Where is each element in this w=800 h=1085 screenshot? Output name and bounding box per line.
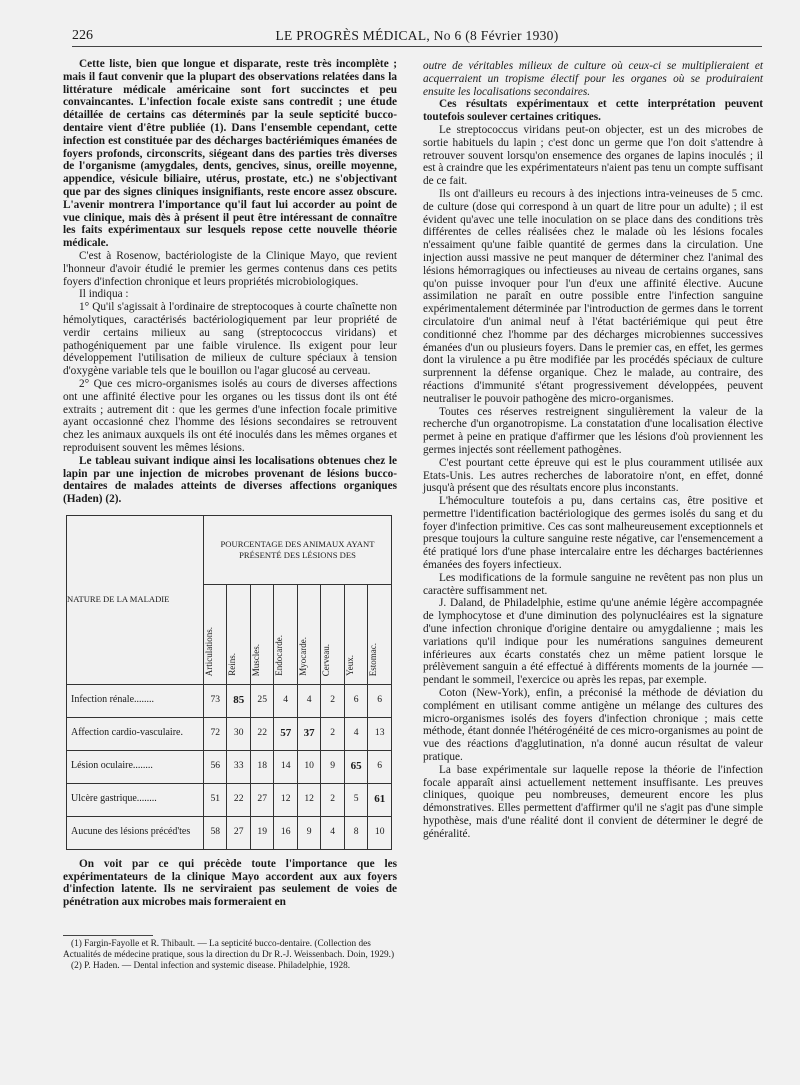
table-header-row [67,515,392,584]
value-cell: 58 [204,816,227,849]
paragraph: Ils ont d'ailleurs eu recours à des injections intra-veineuses de 5 cmc. de culture (dose qui correspond à un quart de litre pour un adulte) ; il est évident qu'avec une telle inoculation on se place dans des conditions très différentes de celles réalisées chez le malade où les lésions focales n'essaiment qu'une faible quantité de germes dans la circulation. Une injection aussi massive ne peut manquer de déterminer chez l'animal des lésions hémorragiques ou infectieuses au niveau de certains organes, sans qu'on puisse invoquer pour l'un d'eux une affinité élective. Aucune assimilation ne paraît en outre possible entre l'infection sanguine expérimentalement déterminée par l'introduction de germes dans le torrent circulatoire d'un animal neuf à l'état bactériémique qui peut être conditionné chez l'homme par des décharges microbiennes successives émanées d'un ou plusieurs foyers. Dans le premier cas, en effet, les germes dont la virulence a pu être modifiée par les procédés spéciaux de culture surprennent la défense organique. Chez le malade, au contraire, des réactions d'immunité s'étant progressivement développées, peuvent neutraliser le pouvoir pathogène des micro-organismes. [423,187,763,405]
running-header [72,28,762,47]
column-header-label: Myocarde. [297,637,308,676]
column-header-label: Estomac. [368,642,379,676]
value-cell: 65 [344,750,367,783]
value-cell: 18 [250,750,273,783]
value-cell: 4 [297,684,320,717]
value-cell: 27 [227,816,250,849]
value-cell: 6 [368,750,392,783]
paragraph: Ces résultats expérimentaux et cette interprétation peuvent toutefois soulever certaines critiques. [423,98,763,124]
disease-cell: Aucune des lésions précéd'tes [67,816,204,849]
disease-cell: Affection cardio-vasculaire. [67,717,204,750]
paragraph: Coton (New-York), enfin, a préconisé la méthode de déviation du complément en utilisant comme antigène un mélange des cultures des micro-organismes isolés des foyers d'infection chronique ; mais cette méthode, étant donnée l'hétérogénéité de ces micro-organismes au point de vue des réactions d'agglutination, n'a donné aucun résultat de valeur pratique. [423,687,763,764]
paragraph: Le streptococcus viridans peut-on objecter, est un des microbes de sortie habituels du lapin ; c'est donc un germe que l'on doit s'attendre à retrouver souvent lorsqu'on ensemence des organes de lapins inoculés ; il est à craindre que les expérimentateurs n'aient pas tenu un compte suffisant de ce fait. [423,123,763,188]
disease-cell: Infection rénale........ [67,684,204,717]
value-cell: 2 [321,783,344,816]
column-header-label: Cerveau. [321,643,332,676]
value-cell: 51 [204,783,227,816]
value-cell: 6 [344,684,367,717]
column-header-label: Articulations. [204,626,214,676]
value-cell: 5 [344,783,367,816]
value-cell: 4 [321,816,344,849]
paragraph: 1° Qu'il s'agissait à l'ordinaire de streptocoques à courte chaînette non hémolytiques, caractérisés bactériologiquement par leur propriété de verdir certains milieux au sang (streptococcus viridans) et pathogéniquement par une faible virulence. Ils exigent pour leur développement l'utilisation de milieux de culture spéciaux à tension d'oxygène variable tels que le bouillon ou l'agar glucosé au cerveau. [63,301,397,378]
value-cell: 9 [321,750,344,783]
value-cell: 4 [274,684,297,717]
table-row [67,750,392,783]
column-header [297,584,320,684]
lesions-table [66,515,392,850]
column-header [344,584,367,684]
value-cell: 22 [250,717,273,750]
value-cell: 2 [321,684,344,717]
paragraph: C'est à Rosenow, bactériologiste de la Clinique Mayo, que revient l'honneur d'avoir étudié le premier les germes contenus dans ces petits foyers d'infection chronique et leurs propriétés microbiologiques. [63,249,397,288]
value-cell: 22 [227,783,250,816]
paragraph: Le tableau suivant indique ainsi les localisations obtenues chez le lapin par une injection de microbes provenant de lésions bucco-dentaires de malades atteints de diverses affections organiques (Haden) (2). [63,454,397,506]
value-cell: 33 [227,750,250,783]
value-cell: 30 [227,717,250,750]
value-cell: 61 [368,783,392,816]
table-row [67,717,392,750]
paragraph: La base expérimentale sur laquelle repose la théorie de l'infection focale apparaît ainsi actuellement nettement insuffisante. Les preuves cliniques, quoique peu nombreuses, demeurent encore les plus démonstratives. Elles permettent d'affirmer qu'il ne s'agit pas d'une simple hypothèse, mais d'une réalité dont il convient de déterminer le degré de généralité. [423,763,763,840]
column-header [321,584,344,684]
paragraph: outre de véritables milieux de culture où ceux-ci se multiplieraient et acquerraient un tropisme électif pour les organes où se produiraient ensuite les localisations secondaires. [423,60,763,98]
table-row [67,783,392,816]
value-cell: 57 [274,717,297,750]
paragraph: C'est pourtant cette épreuve qui est le plus couramment utilisée aux Etats-Unis. Les autres recherches de laboratoire n'ont, en effet, donné jusqu'à présent que des résultats encore plus inconstants. [423,456,763,495]
value-cell: 9 [297,816,320,849]
value-cell: 12 [274,783,297,816]
paragraph: Toutes ces réserves restreignent singulièrement la valeur de la recherche d'un organotropisme. La constatation d'une localisation élective permet à peine en pratique d'affirmer que les lésions d'où proviennent les germes injectés sont réellement pathogènes. [423,405,763,456]
footnote-divider [63,935,153,936]
value-cell: 37 [297,717,320,750]
value-cell: 85 [227,684,250,717]
right-column [423,60,763,841]
column-header-label: Yeux. [344,655,355,676]
value-cell: 6 [368,684,392,717]
paragraph: 2° Que ces micro-organismes isolés au cours de diverses affections ont une affinité élective pour les organes ou les tissus dont ils ont été extraits ; autrement dit : que les germes d'une infection focale primitive ayant occasionné chez l'homme des lésions secondaires se retrouvent chez les animaux auxquels ils ont été inoculés dans les mêmes organes et reproduisent souvent les mêmes lésions. [63,377,397,454]
column-header [274,584,297,684]
column-header-label: Muscles. [250,643,261,676]
value-cell: 13 [368,717,392,750]
column-header [368,584,392,684]
column-header [204,584,227,684]
disease-cell: Ulcère gastrique........ [67,783,204,816]
group-header: POURCENTAGE DES ANIMAUX AYANT PRÉSENTÉ DES LÉSIONS DES [204,515,392,584]
paragraph: On voit par ce qui précède toute l'importance que les expérimentateurs de la clinique Mayo accordent aux aux foyers d'infection latente. Ils ne serviraient pas seulement de voies de pénétration aux microbes mais formeraient en [63,857,397,909]
value-cell: 10 [368,816,392,849]
disease-cell: Lésion oculaire........ [67,750,204,783]
value-cell: 2 [321,717,344,750]
running-title: LE PROGRÈS MÉDICAL, No 6 (8 Février 1930) [275,28,559,43]
left-column [63,58,397,909]
value-cell: 73 [204,684,227,717]
column-header-label: Reins. [227,653,238,676]
page-number: 226 [72,28,93,43]
value-cell: 8 [344,816,367,849]
value-cell: 56 [204,750,227,783]
column-header-label: Endocarde. [274,635,285,676]
paragraph: Les modifications de la formule sanguine ne revêtent pas non plus un caractère suffisamment net. [423,571,763,597]
value-cell: 4 [344,717,367,750]
paragraph: Cette liste, bien que longue et disparate, reste très incomplète ; mais il faut convenir que la plupart des observations relatées dans la littérature médicale américaine sont fort succinctes et peu convaincantes. L'infection focale existe sans contredit ; une étude détaillée de certains cas déterminés par la seule septicité bucco-dentaire vient d'être publiée (1). Dans l'ensemble cependant, cette infection est constituée par des décharges bactériémiques émanées de foyers profonds, circonscrits, siégeant dans des parties très diverses de l'organisme (amygdales, dents, gencives, sinus, oreille moyenne, appendice, vésicule biliaire, utérus, prostate, etc.) ne s'objectivant que par des signes cliniques insignifiants, reste encore assez obscure. L'avenir montrera l'importance qu'il faut lui accorder au point de vue clinique, mais dès à présent il peut être intéressant de connaître les faits expérimentaux sur lesquels repose cette nouvelle théorie médicale. [63,58,397,250]
paragraph: J. Daland, de Philadelphie, estime qu'une anémie légère accompagnée de lymphocytose et d'une diminution des polynucléaires est la signature d'une infection chronique d'origine dentaire ou amygdalienne ; mais les variations qu'il indique pour les numérations sanguines demeurent inférieures aux écarts constatés chez un même patient lorsque le prélèvement sanguin a été effectué à différents moments de la journée — pendant le sommeil, l'exercice ou après les repas, par exemple. [423,597,763,687]
column-header [227,584,250,684]
paragraph: L'hémoculture toutefois a pu, dans certains cas, être positive et permettre l'identification bactériologique des germes isolés du sang et du foyer d'infection primitive. Ces cas sont malheureusement exceptionnels et presque toujours la culture sanguine reste négative, car l'ensemencement a été pratiqué lors d'une phase intercalaire entre les décharges bactériennes émanées des foyers infectieux. [423,495,763,572]
stub-header: NATURE DE LA MALADIE [67,515,204,684]
table-row [67,816,392,849]
footnotes [63,935,397,972]
value-cell: 16 [274,816,297,849]
table-row [67,684,392,717]
value-cell: 10 [297,750,320,783]
footnote-2: (2) P. Haden. — Dental infection and systemic disease. Philadelphie, 1928. [71,961,351,971]
footnote-1: (1) Fargin-Fayolle et R. Thibault. — La septicité bucco-dentaire. (Collection des Actualités de médecine pratique, sous la direction du Dr R.-J. Weissenbach. Doin, 1929.) [63,939,395,960]
value-cell: 12 [297,783,320,816]
value-cell: 19 [250,816,273,849]
value-cell: 72 [204,717,227,750]
value-cell: 25 [250,684,273,717]
column-header [250,584,273,684]
value-cell: 27 [250,783,273,816]
paragraph: Il indiqua : [79,288,129,301]
value-cell: 14 [274,750,297,783]
